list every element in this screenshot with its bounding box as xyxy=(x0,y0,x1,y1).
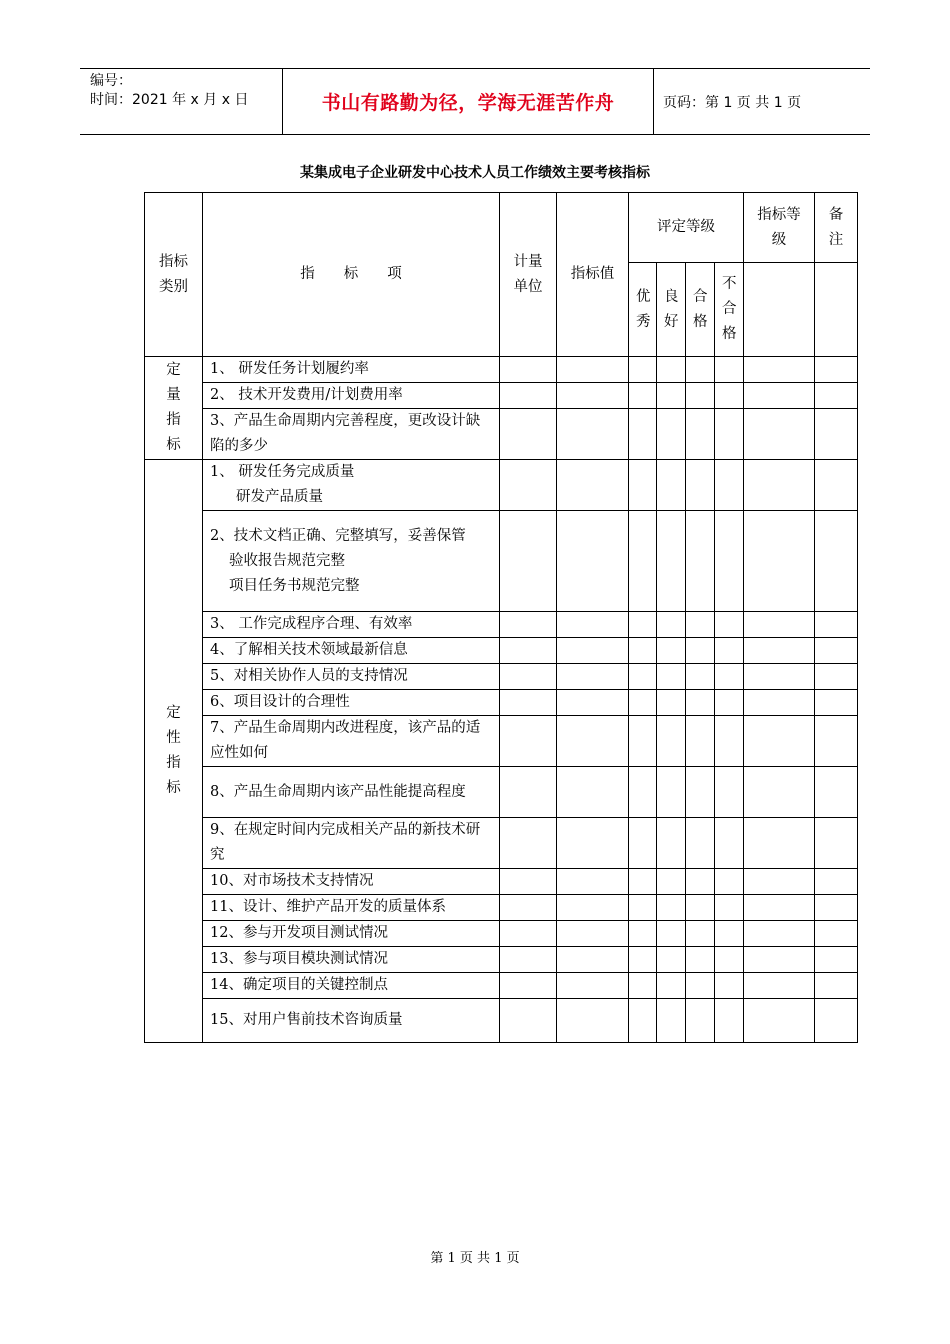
indicator-item-text: 5、对相关协作人员的支持情况 xyxy=(210,668,408,684)
indicator-item xyxy=(203,947,500,973)
value-cell xyxy=(715,638,744,664)
indicator-item xyxy=(203,383,500,409)
grade-blank-cell xyxy=(744,263,815,357)
value-cell xyxy=(629,767,657,818)
header-remark: 备 注 xyxy=(815,193,858,263)
header-excellent: 优 秀 xyxy=(629,263,657,357)
value-cell xyxy=(657,383,686,409)
table-row xyxy=(145,999,858,1043)
indicator-item xyxy=(203,895,500,921)
value-cell xyxy=(744,973,815,999)
value-cell xyxy=(715,383,744,409)
value-cell xyxy=(500,999,557,1043)
value-cell xyxy=(557,869,629,895)
indicator-item xyxy=(203,716,500,767)
value-cell xyxy=(629,973,657,999)
value-cell xyxy=(657,895,686,921)
table-row xyxy=(145,767,858,818)
value-cell xyxy=(657,999,686,1043)
value-cell xyxy=(744,409,815,460)
indicator-item-text: 8、产品生命周期内该产品性能提高程度 xyxy=(210,783,466,800)
value-cell xyxy=(629,638,657,664)
value-cell xyxy=(715,664,744,690)
value-cell xyxy=(629,357,657,383)
value-cell xyxy=(815,511,858,612)
value-cell xyxy=(500,383,557,409)
value-cell xyxy=(557,690,629,716)
value-cell xyxy=(557,638,629,664)
value-cell xyxy=(500,511,557,612)
value-cell xyxy=(657,973,686,999)
indicator-item xyxy=(203,869,500,895)
value-cell xyxy=(715,511,744,612)
value-cell xyxy=(657,357,686,383)
table-row xyxy=(145,638,858,664)
value-cell xyxy=(657,409,686,460)
header-unit: 计量 单位 xyxy=(500,193,557,357)
value-cell xyxy=(557,973,629,999)
value-cell xyxy=(715,895,744,921)
value-cell xyxy=(815,947,858,973)
value-cell xyxy=(500,357,557,383)
document-title: 某集成电子企业研发中心技术人员工作绩效主要考核指标 xyxy=(300,165,650,181)
value-cell xyxy=(815,895,858,921)
value-cell xyxy=(657,921,686,947)
time-label: 时间：2021 年 x 月 x 日 xyxy=(90,92,249,108)
value-cell xyxy=(744,664,815,690)
value-cell xyxy=(657,869,686,895)
value-cell xyxy=(629,999,657,1043)
indicator-item-text: 4、了解相关技术领域最新信息 xyxy=(210,642,408,658)
value-cell xyxy=(686,460,715,511)
value-cell xyxy=(815,716,858,767)
indicator-item-text: 6、项目设计的合理性 xyxy=(210,694,350,710)
value-cell xyxy=(744,612,815,638)
value-cell xyxy=(629,818,657,869)
value-cell xyxy=(815,869,858,895)
indicator-item-text: 2、 技术开发费用/计划费用率 xyxy=(210,387,403,403)
value-cell xyxy=(657,716,686,767)
value-cell xyxy=(815,690,858,716)
indicator-item-text: 10、对市场技术支持情况 xyxy=(210,873,374,889)
table-row xyxy=(145,383,858,409)
indicator-item xyxy=(203,409,500,460)
value-cell xyxy=(744,460,815,511)
indicator-subitem: 项目任务书规范完整 xyxy=(229,577,360,594)
value-cell xyxy=(815,818,858,869)
value-cell xyxy=(657,638,686,664)
value-cell xyxy=(629,947,657,973)
indicator-item-text: 13、参与项目模块测试情况 xyxy=(210,951,388,967)
quant-category: 定 量 指 标 xyxy=(145,357,203,460)
value-cell xyxy=(744,999,815,1043)
value-cell xyxy=(500,638,557,664)
indicator-item-text: 3、产品生命周期内完善程度，更改设计缺陷的多少 xyxy=(210,413,481,454)
value-cell xyxy=(557,947,629,973)
value-cell xyxy=(715,612,744,638)
table-row xyxy=(145,357,858,383)
value-cell xyxy=(557,999,629,1043)
value-cell xyxy=(686,511,715,612)
indicator-item-text: 1、 研发任务完成质量 xyxy=(210,464,355,480)
table-row xyxy=(145,973,858,999)
header-value: 指标值 xyxy=(557,193,629,357)
qual-category: 定 性 指 标 xyxy=(145,460,203,1043)
value-cell xyxy=(629,716,657,767)
table-row xyxy=(145,921,858,947)
value-cell xyxy=(557,511,629,612)
value-cell xyxy=(686,767,715,818)
value-cell xyxy=(500,869,557,895)
indicator-subitem: 验收报告规范完整 xyxy=(229,552,345,569)
value-cell xyxy=(500,895,557,921)
table-row xyxy=(145,818,858,869)
table-row xyxy=(145,690,858,716)
header-rating: 评定等级 xyxy=(629,193,744,263)
value-cell xyxy=(815,409,858,460)
value-cell xyxy=(557,818,629,869)
table-row xyxy=(145,664,858,690)
value-cell xyxy=(744,895,815,921)
indicator-item xyxy=(203,818,500,869)
value-cell xyxy=(744,511,815,612)
table-row xyxy=(145,511,858,612)
indicator-item-text: 12、参与开发项目测试情况 xyxy=(210,925,388,941)
indicator-item xyxy=(203,511,500,612)
value-cell xyxy=(715,409,744,460)
value-cell xyxy=(629,869,657,895)
value-cell xyxy=(500,664,557,690)
value-cell xyxy=(715,818,744,869)
value-cell xyxy=(715,460,744,511)
value-cell xyxy=(629,409,657,460)
header-meta xyxy=(80,69,282,134)
value-cell xyxy=(557,716,629,767)
value-cell xyxy=(686,357,715,383)
header-grade: 指标等 级 xyxy=(744,193,815,263)
indicator-item xyxy=(203,664,500,690)
value-cell xyxy=(744,947,815,973)
indicator-item-text: 9、在规定时间内完成相关产品的新技术研究 xyxy=(210,822,481,863)
value-cell xyxy=(815,921,858,947)
table-row xyxy=(145,460,858,511)
value-cell xyxy=(686,895,715,921)
number-label: 编号： xyxy=(90,73,132,89)
indicator-item-text: 15、对用户售前技术咨询质量 xyxy=(210,1012,403,1028)
value-cell xyxy=(744,357,815,383)
value-cell xyxy=(744,690,815,716)
header-item: 指 标 项 xyxy=(203,193,500,357)
page-footer: 第 1 页 共 1 页 xyxy=(430,1251,520,1266)
value-cell xyxy=(500,716,557,767)
value-cell xyxy=(686,921,715,947)
value-cell xyxy=(500,409,557,460)
value-cell xyxy=(715,690,744,716)
value-cell xyxy=(686,869,715,895)
value-cell xyxy=(629,664,657,690)
value-cell xyxy=(715,973,744,999)
value-cell xyxy=(815,664,858,690)
indicator-item xyxy=(203,921,500,947)
value-cell xyxy=(500,767,557,818)
value-cell xyxy=(744,638,815,664)
value-cell xyxy=(657,690,686,716)
value-cell xyxy=(557,409,629,460)
value-cell xyxy=(557,612,629,638)
header-fail: 不 合 格 xyxy=(715,263,744,357)
value-cell xyxy=(686,947,715,973)
value-cell xyxy=(686,638,715,664)
indicator-item xyxy=(203,690,500,716)
value-cell xyxy=(744,716,815,767)
indicator-item-text: 1、 研发任务计划履约率 xyxy=(210,361,369,377)
table-row xyxy=(145,947,858,973)
indicator-item xyxy=(203,612,500,638)
value-cell xyxy=(500,612,557,638)
value-cell xyxy=(715,767,744,818)
value-cell xyxy=(629,460,657,511)
indicator-item-text: 11、设计、维护产品开发的质量体系 xyxy=(210,899,446,915)
document-header xyxy=(80,68,870,135)
value-cell xyxy=(557,460,629,511)
value-cell xyxy=(657,511,686,612)
value-cell xyxy=(657,767,686,818)
indicator-item-text: 2、技术文档正确、完整填写，妥善保管 xyxy=(210,527,466,544)
value-cell xyxy=(557,767,629,818)
value-cell xyxy=(715,921,744,947)
value-cell xyxy=(557,383,629,409)
value-cell xyxy=(744,921,815,947)
indicator-item xyxy=(203,999,500,1043)
table-row xyxy=(145,716,858,767)
remark-blank-cell xyxy=(815,263,858,357)
indicator-item-text: 14、确定项目的关键控制点 xyxy=(210,977,388,993)
value-cell xyxy=(629,612,657,638)
value-cell xyxy=(500,947,557,973)
value-cell xyxy=(629,690,657,716)
value-cell xyxy=(686,612,715,638)
indicator-item-text: 7、产品生命周期内改进程度，该产品的适应性如何 xyxy=(210,720,481,761)
indicator-item xyxy=(203,638,500,664)
value-cell xyxy=(657,818,686,869)
value-cell xyxy=(815,357,858,383)
indicator-item xyxy=(203,767,500,818)
value-cell xyxy=(657,460,686,511)
value-cell xyxy=(686,716,715,767)
value-cell xyxy=(629,895,657,921)
header-good: 良 好 xyxy=(657,263,686,357)
value-cell xyxy=(557,357,629,383)
indicator-item-text: 3、 工作完成程序合理、有效率 xyxy=(210,616,413,632)
value-cell xyxy=(815,460,858,511)
value-cell xyxy=(744,818,815,869)
value-cell xyxy=(715,947,744,973)
value-cell xyxy=(815,612,858,638)
value-cell xyxy=(686,973,715,999)
value-cell xyxy=(686,818,715,869)
value-cell xyxy=(815,973,858,999)
value-cell xyxy=(744,383,815,409)
value-cell xyxy=(500,460,557,511)
indicator-item xyxy=(203,460,500,511)
value-cell xyxy=(500,818,557,869)
indicator-table xyxy=(144,192,858,1043)
value-cell xyxy=(686,690,715,716)
value-cell xyxy=(815,999,858,1043)
value-cell xyxy=(629,383,657,409)
value-cell xyxy=(715,716,744,767)
value-cell xyxy=(657,612,686,638)
value-cell xyxy=(815,767,858,818)
value-cell xyxy=(815,383,858,409)
value-cell xyxy=(557,664,629,690)
value-cell xyxy=(557,895,629,921)
value-cell xyxy=(715,357,744,383)
value-cell xyxy=(744,767,815,818)
value-cell xyxy=(686,664,715,690)
value-cell xyxy=(744,869,815,895)
value-cell xyxy=(500,690,557,716)
value-cell xyxy=(815,638,858,664)
value-cell xyxy=(657,664,686,690)
header-pass: 合 格 xyxy=(686,263,715,357)
table-row xyxy=(145,409,858,460)
value-cell xyxy=(500,973,557,999)
value-cell xyxy=(557,921,629,947)
value-cell xyxy=(657,947,686,973)
value-cell xyxy=(500,921,557,947)
value-cell xyxy=(686,383,715,409)
header-slogan: 书山有路勤为径，学海无涯苦作舟 xyxy=(282,69,654,134)
table-row xyxy=(145,895,858,921)
indicator-item xyxy=(203,973,500,999)
value-cell xyxy=(686,409,715,460)
table-row xyxy=(145,869,858,895)
indicator-item xyxy=(203,357,500,383)
value-cell xyxy=(686,999,715,1043)
header-category: 指标 类别 xyxy=(145,193,203,357)
header-page-label: 页码：第 1 页 共 1 页 xyxy=(663,94,802,111)
value-cell xyxy=(715,869,744,895)
indicator-subitem: 研发产品质量 xyxy=(236,489,323,505)
table-row xyxy=(145,612,858,638)
value-cell xyxy=(715,999,744,1043)
value-cell xyxy=(629,921,657,947)
value-cell xyxy=(629,511,657,612)
